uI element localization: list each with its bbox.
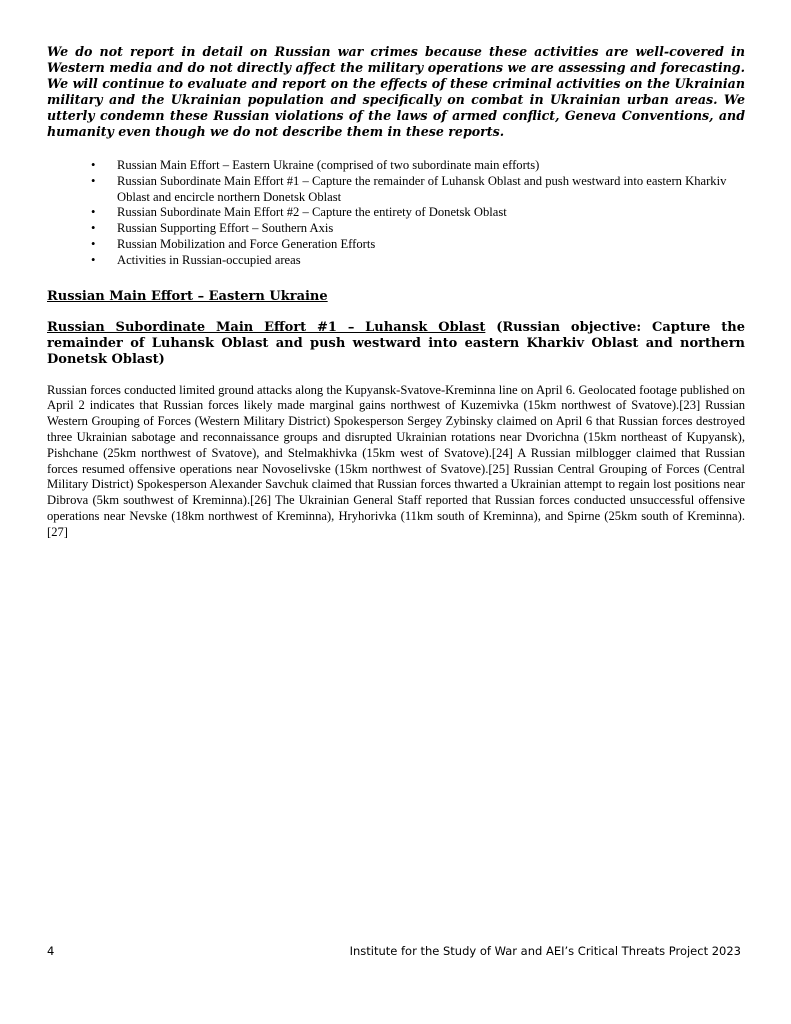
sub-heading-objective: (Russian objective: Capture the remainder of Luhansk Oblast and push westward into eastern Kharkiv Oblast and northern Donetsk Oblast) bbox=[47, 319, 746, 367]
bullet-icon: • bbox=[91, 236, 96, 251]
list-item-text: Russian Mobilization and Force Generation Efforts bbox=[117, 236, 376, 251]
bullet-icon: • bbox=[91, 173, 96, 188]
list-item-text: Russian Supporting Effort – Southern Axis bbox=[117, 221, 334, 236]
list-item bbox=[47, 205, 745, 221]
bullet-icon: • bbox=[91, 252, 96, 267]
section-heading: Russian Main Effort – Eastern Ukraine bbox=[47, 288, 328, 304]
sub-heading-title: Russian Subordinate Main Effort #1 – Luhansk Oblast bbox=[47, 319, 486, 335]
document-page bbox=[47, 44, 745, 541]
list-item-text: Activities in Russian-occupied areas bbox=[117, 252, 301, 267]
list-item-text: Russian Subordinate Main Effort #1 – Capture the remainder of Luhansk Oblast and push westward into eastern Kharkiv Oblast and encircle northern Donetsk Oblast bbox=[117, 173, 727, 204]
footer-credit: Institute for the Study of War and AEI’s Critical Threats Project 2023 bbox=[349, 944, 741, 958]
list-item bbox=[47, 174, 745, 206]
list-item bbox=[47, 158, 745, 174]
disclaimer-paragraph: We do not report in detail on Russian war crimes because these activities are well-covered in Western media and do not directly affect the military operations we are assessing and forecasting. We will continue to evaluate and report on the effects of these criminal activities on the Ukrainian military and the Ukrainian population and specifically on combat in Ukrainian urban areas. We utterly condemn these Russian violations of the laws of armed conflict, Geneva Conventions, and humanity even though we do not describe them in these reports. bbox=[47, 44, 745, 139]
bullet-icon: • bbox=[91, 158, 96, 172]
list-item bbox=[47, 221, 745, 237]
list-item-text: Russian Main Effort – Eastern Ukraine (comprised of two subordinate main efforts) bbox=[117, 158, 540, 172]
bullet-icon: • bbox=[91, 205, 96, 220]
list-item bbox=[47, 253, 745, 269]
effects-list bbox=[47, 158, 745, 269]
list-item bbox=[47, 237, 745, 253]
bullet-icon: • bbox=[91, 221, 96, 236]
sub-heading bbox=[47, 320, 745, 368]
body-paragraph: Russian forces conducted limited ground attacks along the Kupyansk-Svatove-Kreminna line on April 6. Geolocated footage published on April 2 indicates that Russian forces likely made marginal gains northwest of Kuzemivka (15km northwest of Svatove).[23] Russian Western Grouping of Forces (Western Military District) Spokesperson Sergey Zybinsky claimed on April 6 that Russian forces destroyed three Ukrainian sabotage and reconnaissance groups and disrupted Ukrainian rotations near Dvorichna (15km northeast of Kupyansk), Pishchane (25km northwest of Svatove), and Stelmakhivka (15km west of Svatove).[24] A Russian milblogger claimed that Russian forces resumed offensive operations near Novoselivske (15km northwest of Svatove).[25] Russian Central Grouping of Forces (Central Military District) Spokesperson Alexander Savchuk claimed that Russian forces thwarted a Ukrainian attempt to regain lost positions near Dibrova (5km southwest of Kreminna).[26] The Ukrainian General Staff reported that Russian forces conducted unsuccessful offensive operations near Nevske (18km northwest of Kreminna), Hryhorivka (11km south of Kreminna), and Spirne (25km south of Kreminna).[27] bbox=[47, 382, 745, 539]
page-number: 4 bbox=[47, 944, 55, 958]
list-item-text: Russian Subordinate Main Effort #2 – Capture the entirety of Donetsk Oblast bbox=[117, 205, 507, 220]
